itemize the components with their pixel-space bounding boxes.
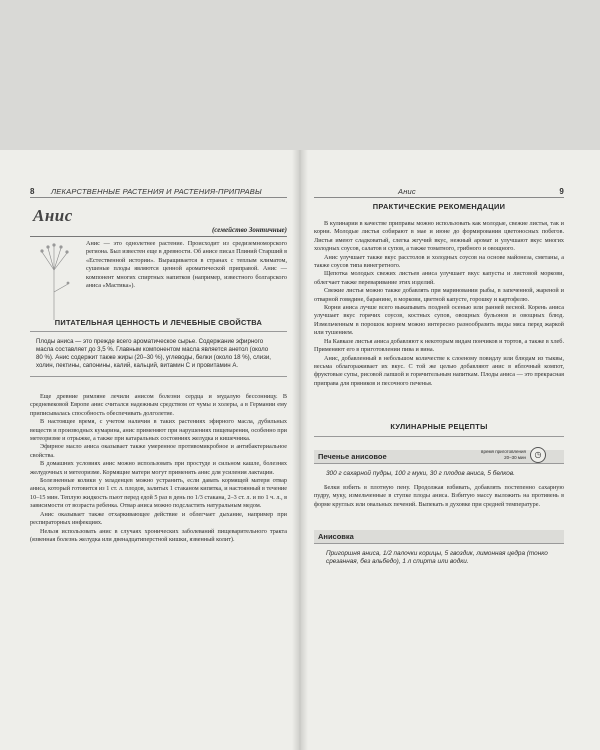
book-gutter bbox=[292, 150, 308, 750]
plant-family: (семейство Зонтичные) bbox=[211, 226, 287, 234]
left-running-title: ЛЕКАРСТВЕННЫЕ РАСТЕНИЯ И РАСТЕНИЯ-ПРИПРАВЫ bbox=[50, 187, 262, 196]
paragraph: В домашних условиях анис можно использовать при простуде и сильном кашле, болезнях желудочных и метеоризме. Кормящие матери могут применять анис для усиления лактации. bbox=[30, 460, 287, 476]
recipe-steps-text: Белки взбить в плотную пену. Продолжая взбивать, добавлять постепенно сахарную пудру, муку, измельченные в ступке плоды аниса. Взбитую массу выложить на противень в форме круглых или овальных печений. Выпекать в духовке при средней температуре. bbox=[314, 484, 564, 508]
paragraph: Корни аниса лучше всего выкапывать поздней осенью или ранней весной. Корень аниса улучшает вкус горячих соусов, костных супов, овощных бульонов и овощных блюд. Измельченным в порошок корнем можно интересно разнообразить виды мяса перед жаркой или тушением. bbox=[314, 304, 564, 337]
recipe-header bbox=[314, 450, 564, 464]
paragraph: Анис улучшает также вкус расстолов и холодных соусов на основе майонеза, сметаны, а также соусов типа винегретного. bbox=[314, 253, 564, 270]
recipe-ingredients: 300 г сахарной пудры, 100 г муки, 30 г плодов аниса, 5 белков. bbox=[326, 470, 515, 477]
intro-paragraph bbox=[86, 240, 287, 290]
left-running-head bbox=[30, 187, 287, 196]
paragraph: Болезненные колики у младенцев можно устранить, если давать кормящей матери отвар аниса, который готовится из 1 ст. л. плодов, залитых 1 стаканом кипятка, и настоянный в течение 10–15 мин. Теплую жидкость пьют перед едой 5 раз в день по 1/3 стакана, 2–3 ст. л. и по 1 ч. л., в зависимости от возраста ребенка. Отвар аниса можно подсластить натуральным медом. bbox=[30, 477, 287, 510]
paragraph: Эфирное масло аниса оказывает также умеренное противомикробное и антибактериальное свойства. bbox=[30, 443, 287, 459]
recipe-name: Печенье анисовое bbox=[318, 452, 387, 461]
nutrition-box: Плоды аниса — это прежде всего ароматическое сырье. Содержание эфирного масла составляет до 3,5 %. Главным компонентом масла является анетол (около 80 %). Анис содержит также жиры (20–30 %), углеводы, белки (около 18 %), слизи, холин, пектины, сапонины, калий, кальций, витамин С и провитамин А. bbox=[36, 338, 271, 369]
paragraph: Свежие листья можно также добавлять при мариновании рыбы, в запеченной, жареной и отварной говядине, баранине, в моркови, цветной капусте, горошку и картофелю. bbox=[314, 287, 564, 303]
paragraph: Нельзя использовать анис в случаях хронических заболеваний пищеварительного тракта (язвенная болезнь желудка или двенадцатиперстной кишки, язвенный колит). bbox=[30, 527, 287, 543]
recipe-header bbox=[314, 530, 564, 544]
intro-text: Анис — это однолетнее растение. Происходит из средиземноморского региона. Был известен еще в древности. Об анисе писал Плиний Старший в «Естественной истории». Выращивается в странах с теплым климатом, сушеные плоды являются ценной ароматической приправой. Анис — компонент многих спиртных напитков (например, известного болгарского аниса «Мастика»). bbox=[86, 240, 287, 290]
paragraph: Анис, добавленный в небольшом количестве к слоеному повидлу или блюдам из тыквы, весьма облагораживает их вкус. С той же целью добавляют анис в яблочный компот, фруктовые супы, рисовой лапшой и горячительным напиткам. Плоды аниса — это прекрасная приправа для пряников и песочного печенья. bbox=[314, 354, 564, 387]
page-title: Анис bbox=[33, 206, 73, 225]
paragraph: Еще древние римляне лечили анисом болезни сердца и мудалую бессонницу. В средневековой Европе анис считался надежным средством от чумы и холеры, а в Германии ему приписывалась способность обеспечивать долголетие. bbox=[30, 393, 287, 417]
paragraph: В кулинарии в качестве приправы можно использовать как молодые, свежие листья, так и корни. Молодые листья собирают в мае и июне до формирования цветоносных побегов. Листья имеют сладковатый, слегка жгучий вкус, нежный аромат и улучшают вкус многих холодных соусов, салатов и супов, а также томатного, грибного и овощного. bbox=[314, 220, 564, 253]
right-running-title: Анис bbox=[398, 187, 416, 196]
paragraph: Анис оказывает также отхаркивающее действие и облегчает дыхание, например при респираторных инфекциях. bbox=[30, 510, 287, 527]
clock-icon: ◷ bbox=[530, 447, 546, 463]
cooking-time-value: 20–30 мин bbox=[504, 455, 526, 460]
cooking-time bbox=[446, 449, 526, 461]
cooking-time-label: время приготовления bbox=[481, 449, 526, 454]
right-head-rule bbox=[314, 197, 564, 198]
section-rule bbox=[30, 331, 287, 332]
paragraph: Щепотка молодых свежих листьев аниса улучшает вкус капусты и листовой моркови, облегчает также переваривание этих изделий. bbox=[314, 270, 564, 286]
nutrition-section-title: ПИТАТЕЛЬНАЯ ЦЕННОСТЬ И ЛЕЧЕБНЫЕ СВОЙСТВА bbox=[54, 318, 263, 327]
family-rule bbox=[30, 236, 287, 237]
right-page-number: 9 bbox=[559, 187, 564, 196]
left-head-rule bbox=[30, 197, 287, 198]
nutrition-box-rule bbox=[30, 376, 287, 377]
left-page-number: 8 bbox=[30, 187, 35, 196]
right-body-text bbox=[314, 220, 564, 388]
recipe-ingredients: Пригоршня аниса, 1/2 палочки корицы, 5 гвоздик, лимонная цедра (тонко срезанная, без альбедо), 1 л спирта или водки. bbox=[326, 550, 548, 566]
paragraph: На Кавказе листья аниса добавляют к некоторым видам пончиков и тортов, а также в хлеб. Применяют его в приготовлении пива и вина. bbox=[314, 337, 564, 354]
recipes-rule bbox=[314, 436, 564, 437]
recipe-steps bbox=[314, 484, 564, 509]
left-body-text bbox=[30, 393, 287, 544]
paragraph: В настоящее время, с учетом наличия в таких растениях эфирного масла, дубильных веществ и производных кумарина, анис применяют при нарушениях пищеварения, особенно при метеоризме и отрыжке, а также при катаральных состояниях желудка и кишечника. bbox=[30, 418, 287, 443]
anise-flower-illustration bbox=[34, 240, 74, 320]
practical-section-title: ПРАКТИЧЕСКИЕ РЕКОМЕНДАЦИИ bbox=[372, 202, 506, 211]
recipes-section-title: КУЛИНАРНЫЕ РЕЦЕПТЫ bbox=[390, 422, 488, 431]
recipe-name: Анисовка bbox=[318, 532, 354, 541]
book-spread bbox=[0, 150, 600, 750]
